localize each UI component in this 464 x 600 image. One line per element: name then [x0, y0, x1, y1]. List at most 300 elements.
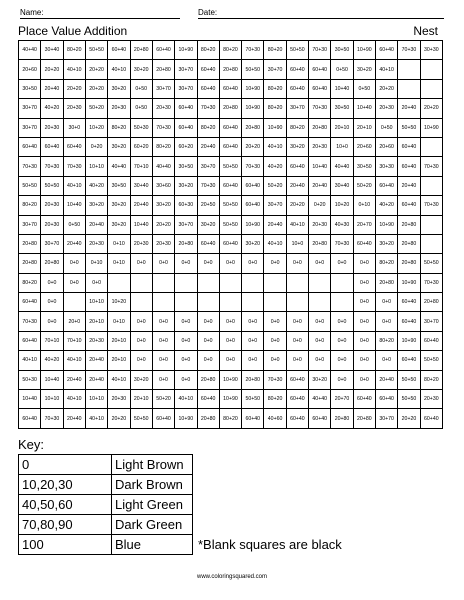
grid-cell[interactable]: [242, 293, 264, 312]
grid-cell[interactable]: 80+20: [219, 41, 241, 60]
grid-cell[interactable]: 70+30: [420, 157, 442, 176]
grid-cell[interactable]: 20+30: [63, 99, 85, 118]
grid-cell[interactable]: 0+0: [286, 351, 308, 370]
grid-cell[interactable]: 0+0: [175, 370, 197, 389]
grid-cell[interactable]: 20+20: [376, 79, 398, 98]
grid-cell[interactable]: 70+30: [41, 409, 63, 429]
grid-cell[interactable]: 40+60: [264, 409, 286, 429]
grid-cell[interactable]: 10+10: [85, 293, 107, 312]
grid-cell[interactable]: 0+0: [309, 331, 331, 350]
grid-cell[interactable]: 50+50: [286, 41, 308, 60]
grid-cell[interactable]: 0+0: [41, 312, 63, 331]
grid-cell[interactable]: 30+70: [420, 312, 442, 331]
grid-cell[interactable]: [420, 79, 442, 98]
grid-cell[interactable]: 0+0: [353, 254, 375, 273]
grid-cell[interactable]: 20+80: [242, 370, 264, 389]
grid-cell[interactable]: 20+30: [309, 215, 331, 234]
grid-cell[interactable]: 10+90: [219, 370, 241, 389]
grid-cell[interactable]: 50+50: [85, 41, 107, 60]
grid-cell[interactable]: 0+0: [331, 254, 353, 273]
grid-cell[interactable]: 20+30: [41, 118, 63, 137]
grid-cell[interactable]: 80+20: [197, 118, 219, 137]
grid-cell[interactable]: 60+40: [242, 176, 264, 195]
grid-cell[interactable]: 60+40: [152, 41, 174, 60]
grid-cell[interactable]: 0+0: [175, 351, 197, 370]
grid-cell[interactable]: 30+20: [175, 176, 197, 195]
grid-cell[interactable]: 20+80: [353, 409, 375, 429]
grid-cell[interactable]: 80+20: [420, 370, 442, 389]
grid-cell[interactable]: 20+30: [85, 234, 107, 253]
grid-cell[interactable]: 20+40: [398, 176, 420, 195]
grid-cell[interactable]: 60+40: [286, 390, 308, 409]
grid-cell[interactable]: 30+20: [108, 79, 130, 98]
grid-cell[interactable]: 40+10: [63, 60, 85, 79]
grid-cell[interactable]: 50+50: [219, 196, 241, 215]
grid-cell[interactable]: 10+10: [41, 390, 63, 409]
grid-cell[interactable]: 20+80: [398, 234, 420, 253]
grid-cell[interactable]: 40+10: [264, 234, 286, 253]
grid-cell[interactable]: 20+20: [85, 79, 107, 98]
grid-cell[interactable]: 80+20: [108, 118, 130, 137]
grid-cell[interactable]: 20+40: [309, 176, 331, 195]
grid-cell[interactable]: 20+50: [197, 196, 219, 215]
grid-cell[interactable]: 10+20: [85, 118, 107, 137]
grid-cell[interactable]: 20+40: [85, 215, 107, 234]
grid-cell[interactable]: [286, 273, 308, 292]
grid-cell[interactable]: [398, 79, 420, 98]
grid-cell[interactable]: 0+0: [41, 273, 63, 292]
date-field[interactable]: [198, 8, 444, 19]
grid-cell[interactable]: 50+50: [219, 157, 241, 176]
grid-cell[interactable]: 40+40: [152, 157, 174, 176]
grid-cell[interactable]: 20+60: [19, 60, 41, 79]
grid-cell[interactable]: 40+40: [19, 41, 41, 60]
grid-cell[interactable]: 80+20: [264, 79, 286, 98]
grid-cell[interactable]: 0+0: [242, 331, 264, 350]
grid-cell[interactable]: 0+10: [353, 196, 375, 215]
grid-cell[interactable]: 0+0: [376, 312, 398, 331]
grid-cell[interactable]: 10+0: [331, 137, 353, 156]
grid-cell[interactable]: 60+40: [353, 390, 375, 409]
grid-cell[interactable]: 10+90: [398, 273, 420, 292]
grid-cell[interactable]: 20+20: [41, 60, 63, 79]
grid-cell[interactable]: 0+10: [108, 312, 130, 331]
grid-cell[interactable]: 20+80: [19, 234, 41, 253]
grid-cell[interactable]: 0+0: [130, 331, 152, 350]
grid-cell[interactable]: 10+40: [19, 390, 41, 409]
grid-cell[interactable]: 70+10: [63, 331, 85, 350]
grid-cell[interactable]: 60+40: [286, 157, 308, 176]
grid-cell[interactable]: 50+50: [398, 118, 420, 137]
grid-cell[interactable]: 20+20: [398, 409, 420, 429]
grid-cell[interactable]: 0+0: [331, 331, 353, 350]
grid-cell[interactable]: [197, 293, 219, 312]
grid-cell[interactable]: 40+10: [63, 176, 85, 195]
grid-cell[interactable]: 60+20: [130, 137, 152, 156]
grid-cell[interactable]: [264, 293, 286, 312]
grid-cell[interactable]: 0+0: [264, 351, 286, 370]
grid-cell[interactable]: 20+40: [85, 351, 107, 370]
grid-cell[interactable]: 0+0: [130, 254, 152, 273]
grid-cell[interactable]: 40+20: [41, 99, 63, 118]
grid-cell[interactable]: 30+30: [420, 41, 442, 60]
grid-cell[interactable]: 0+0: [242, 312, 264, 331]
grid-cell[interactable]: 40+10: [85, 409, 107, 429]
grid-cell[interactable]: 0+0: [286, 331, 308, 350]
grid-cell[interactable]: 60+40: [19, 293, 41, 312]
grid-cell[interactable]: 20+40: [63, 234, 85, 253]
grid-cell[interactable]: 30+70: [264, 196, 286, 215]
grid-cell[interactable]: 20+80: [41, 254, 63, 273]
grid-cell[interactable]: 10+40: [353, 99, 375, 118]
grid-cell[interactable]: 10+90: [175, 41, 197, 60]
grid-cell[interactable]: 0+0: [152, 370, 174, 389]
grid-cell[interactable]: 30+70: [19, 215, 41, 234]
grid-cell[interactable]: 0+0: [286, 254, 308, 273]
grid-cell[interactable]: 30+20: [108, 137, 130, 156]
grid-cell[interactable]: 30+50: [175, 157, 197, 176]
grid-cell[interactable]: 0+0: [331, 370, 353, 389]
grid-cell[interactable]: 10+10: [85, 390, 107, 409]
grid-cell[interactable]: 60+30: [175, 196, 197, 215]
grid-cell[interactable]: 20+80: [309, 118, 331, 137]
grid-cell[interactable]: 0+0: [219, 331, 241, 350]
grid-cell[interactable]: 0+50: [376, 118, 398, 137]
grid-cell[interactable]: 20+70: [353, 215, 375, 234]
grid-cell[interactable]: 0+0: [219, 312, 241, 331]
grid-cell[interactable]: 70+10: [130, 157, 152, 176]
grid-cell[interactable]: 60+40: [152, 409, 174, 429]
grid-cell[interactable]: 20+80: [175, 234, 197, 253]
grid-cell[interactable]: 0+0: [63, 273, 85, 292]
grid-cell[interactable]: 20+10: [331, 118, 353, 137]
grid-cell[interactable]: 80+20: [286, 118, 308, 137]
grid-cell[interactable]: 60+40: [420, 331, 442, 350]
grid-cell[interactable]: 20+20: [108, 409, 130, 429]
grid-cell[interactable]: 20+20: [152, 215, 174, 234]
grid-cell[interactable]: 10+40: [331, 79, 353, 98]
grid-cell[interactable]: 10+20: [331, 196, 353, 215]
grid-cell[interactable]: 20+40: [85, 370, 107, 389]
grid-cell[interactable]: [242, 273, 264, 292]
grid-cell[interactable]: 20+10: [85, 312, 107, 331]
grid-cell[interactable]: 60+40: [398, 351, 420, 370]
grid-cell[interactable]: 20+40: [63, 370, 85, 389]
grid-cell[interactable]: 60+40: [175, 118, 197, 137]
grid-cell[interactable]: [219, 273, 241, 292]
grid-cell[interactable]: 30+70: [376, 409, 398, 429]
grid-cell[interactable]: 80+20: [197, 41, 219, 60]
grid-cell[interactable]: [309, 273, 331, 292]
grid-cell[interactable]: [309, 293, 331, 312]
grid-cell[interactable]: 60+40: [197, 60, 219, 79]
grid-cell[interactable]: 0+0: [309, 351, 331, 370]
grid-cell[interactable]: 70+30: [242, 41, 264, 60]
grid-cell[interactable]: 30+70: [175, 79, 197, 98]
grid-cell[interactable]: 60+40: [219, 176, 241, 195]
grid-cell[interactable]: 20+80: [197, 409, 219, 429]
grid-cell[interactable]: 10+40: [309, 157, 331, 176]
grid-cell[interactable]: 30+30: [376, 157, 398, 176]
grid-cell[interactable]: 30+70: [19, 118, 41, 137]
grid-cell[interactable]: 10+90: [175, 409, 197, 429]
grid-cell[interactable]: 60+40: [219, 118, 241, 137]
grid-cell[interactable]: 0+10: [108, 254, 130, 273]
grid-cell[interactable]: 30+20: [152, 196, 174, 215]
grid-cell[interactable]: [152, 293, 174, 312]
grid-cell[interactable]: 40+10: [63, 390, 85, 409]
grid-cell[interactable]: 50+50: [242, 60, 264, 79]
grid-cell[interactable]: 40+10: [175, 390, 197, 409]
grid-cell[interactable]: 30+70: [152, 79, 174, 98]
grid-cell[interactable]: 10+20: [108, 293, 130, 312]
grid-cell[interactable]: 80+20: [19, 196, 41, 215]
grid-cell[interactable]: 70+10: [41, 331, 63, 350]
grid-cell[interactable]: 40+10: [108, 370, 130, 389]
grid-cell[interactable]: 0+0: [197, 254, 219, 273]
grid-cell[interactable]: 40+30: [331, 215, 353, 234]
grid-cell[interactable]: [331, 293, 353, 312]
grid-cell[interactable]: 0+0: [353, 312, 375, 331]
grid-cell[interactable]: 30+20: [130, 370, 152, 389]
grid-cell[interactable]: 30+50: [19, 79, 41, 98]
grid-cell[interactable]: 60+40: [309, 409, 331, 429]
grid-cell[interactable]: 70+30: [197, 176, 219, 195]
grid-cell[interactable]: 60+40: [19, 331, 41, 350]
grid-cell[interactable]: 70+30: [264, 370, 286, 389]
grid-cell[interactable]: 70+30: [41, 157, 63, 176]
grid-cell[interactable]: 20+30: [130, 234, 152, 253]
grid-cell[interactable]: 0+50: [63, 215, 85, 234]
grid-cell[interactable]: 30+40: [331, 176, 353, 195]
grid-cell[interactable]: 60+40: [175, 99, 197, 118]
grid-cell[interactable]: 20+80: [197, 370, 219, 389]
grid-cell[interactable]: 10+40: [41, 370, 63, 389]
name-field[interactable]: [20, 8, 180, 19]
grid-cell[interactable]: 0+0: [152, 331, 174, 350]
grid-cell[interactable]: 20+0: [63, 312, 85, 331]
grid-cell[interactable]: 40+40: [108, 157, 130, 176]
grid-cell[interactable]: 20+80: [19, 254, 41, 273]
grid-cell[interactable]: 40+10: [108, 60, 130, 79]
grid-cell[interactable]: 60+40: [242, 196, 264, 215]
grid-cell[interactable]: 60+40: [108, 41, 130, 60]
grid-cell[interactable]: 60+20: [175, 137, 197, 156]
grid-cell[interactable]: 0+50: [331, 60, 353, 79]
grid-cell[interactable]: 20+80: [420, 293, 442, 312]
grid-cell[interactable]: 0+20: [85, 137, 107, 156]
grid-cell[interactable]: 80+20: [264, 99, 286, 118]
grid-cell[interactable]: 70+30: [309, 99, 331, 118]
grid-cell[interactable]: 40+40: [309, 390, 331, 409]
grid-cell[interactable]: 20+20: [286, 196, 308, 215]
grid-cell[interactable]: 80+20: [264, 41, 286, 60]
grid-cell[interactable]: [63, 293, 85, 312]
grid-cell[interactable]: 20+40: [130, 196, 152, 215]
grid-cell[interactable]: 20+60: [376, 137, 398, 156]
grid-cell[interactable]: 30+70: [175, 60, 197, 79]
grid-cell[interactable]: 60+40: [286, 79, 308, 98]
grid-cell[interactable]: 0+0: [353, 351, 375, 370]
grid-cell[interactable]: 20+30: [152, 234, 174, 253]
grid-cell[interactable]: 30+70: [175, 215, 197, 234]
grid-cell[interactable]: 20+10: [130, 390, 152, 409]
grid-cell[interactable]: 20+30: [309, 137, 331, 156]
grid-cell[interactable]: [219, 293, 241, 312]
grid-cell[interactable]: 60+40: [19, 137, 41, 156]
grid-cell[interactable]: 0+0: [331, 312, 353, 331]
grid-cell[interactable]: 50+50: [130, 409, 152, 429]
grid-cell[interactable]: 50+20: [152, 390, 174, 409]
grid-cell[interactable]: 10+90: [242, 215, 264, 234]
grid-cell[interactable]: 10+90: [376, 215, 398, 234]
grid-cell[interactable]: 60+40: [286, 60, 308, 79]
grid-cell[interactable]: 0+0: [353, 293, 375, 312]
grid-cell[interactable]: 60+40: [286, 370, 308, 389]
grid-cell[interactable]: 0+0: [264, 254, 286, 273]
grid-cell[interactable]: 40+10: [376, 60, 398, 79]
grid-cell[interactable]: 20+80: [242, 118, 264, 137]
grid-cell[interactable]: 70+30: [242, 157, 264, 176]
grid-cell[interactable]: 0+10: [108, 234, 130, 253]
grid-cell[interactable]: 50+50: [398, 390, 420, 409]
grid-cell[interactable]: 50+30: [19, 370, 41, 389]
grid-cell[interactable]: 0+10: [85, 254, 107, 273]
grid-cell[interactable]: 40+10: [264, 137, 286, 156]
grid-cell[interactable]: 20+80: [309, 234, 331, 253]
grid-cell[interactable]: 40+20: [41, 351, 63, 370]
grid-cell[interactable]: 20+80: [398, 215, 420, 234]
grid-cell[interactable]: 60+40: [398, 196, 420, 215]
grid-cell[interactable]: 40+20: [376, 196, 398, 215]
grid-cell[interactable]: 0+20: [309, 196, 331, 215]
grid-cell[interactable]: 30+40: [130, 176, 152, 195]
grid-cell[interactable]: 0+0: [130, 312, 152, 331]
grid-cell[interactable]: 20+30: [41, 196, 63, 215]
grid-cell[interactable]: 70+30: [19, 157, 41, 176]
grid-cell[interactable]: 20+30: [152, 99, 174, 118]
grid-cell[interactable]: 0+0: [309, 312, 331, 331]
grid-cell[interactable]: [420, 137, 442, 156]
grid-cell[interactable]: 10+90: [420, 118, 442, 137]
grid-cell[interactable]: 20+80: [331, 409, 353, 429]
grid-cell[interactable]: [130, 293, 152, 312]
grid-cell[interactable]: 0+50: [353, 79, 375, 98]
grid-cell[interactable]: 30+60: [152, 176, 174, 195]
grid-cell[interactable]: 10+90: [242, 79, 264, 98]
grid-cell[interactable]: 50+50: [420, 254, 442, 273]
grid-cell[interactable]: [286, 293, 308, 312]
grid-cell[interactable]: 30+50: [331, 99, 353, 118]
grid-cell[interactable]: 20+20: [85, 60, 107, 79]
grid-cell[interactable]: 10+40: [130, 215, 152, 234]
grid-cell[interactable]: 20+80: [130, 41, 152, 60]
grid-cell[interactable]: 60+40: [197, 234, 219, 253]
grid-cell[interactable]: 40+20: [85, 176, 107, 195]
grid-cell[interactable]: 0+0: [353, 370, 375, 389]
grid-cell[interactable]: 30+20: [197, 215, 219, 234]
grid-cell[interactable]: 0+0: [264, 331, 286, 350]
grid-cell[interactable]: 30+0: [63, 118, 85, 137]
grid-cell[interactable]: 40+40: [331, 157, 353, 176]
grid-cell[interactable]: 60+40: [376, 390, 398, 409]
grid-cell[interactable]: 0+50: [130, 79, 152, 98]
grid-cell[interactable]: 50+50: [420, 351, 442, 370]
grid-cell[interactable]: 60+40: [19, 409, 41, 429]
grid-cell[interactable]: 0+0: [197, 331, 219, 350]
grid-cell[interactable]: 20+20: [420, 99, 442, 118]
grid-cell[interactable]: 0+0: [175, 312, 197, 331]
grid-cell[interactable]: 0+0: [309, 254, 331, 273]
grid-cell[interactable]: 50+20: [85, 99, 107, 118]
grid-cell[interactable]: 20+30: [108, 99, 130, 118]
grid-cell[interactable]: 70+30: [309, 41, 331, 60]
grid-cell[interactable]: 50+50: [398, 370, 420, 389]
grid-cell[interactable]: 20+30: [41, 215, 63, 234]
grid-cell[interactable]: 0+0: [152, 312, 174, 331]
grid-cell[interactable]: 70+30: [152, 118, 174, 137]
grid-cell[interactable]: 0+0: [41, 293, 63, 312]
grid-cell[interactable]: 0+0: [219, 351, 241, 370]
grid-cell[interactable]: 30+20: [376, 234, 398, 253]
grid-cell[interactable]: 0+0: [376, 351, 398, 370]
grid-cell[interactable]: 10+90: [398, 331, 420, 350]
grid-cell[interactable]: 20+40: [376, 370, 398, 389]
grid-cell[interactable]: 40+10: [286, 215, 308, 234]
grid-cell[interactable]: 70+30: [63, 157, 85, 176]
grid-cell[interactable]: 70+30: [19, 312, 41, 331]
grid-cell[interactable]: 30+20: [309, 370, 331, 389]
grid-cell[interactable]: 50+50: [41, 176, 63, 195]
grid-cell[interactable]: 0+0: [286, 312, 308, 331]
grid-cell[interactable]: 10+10: [85, 157, 107, 176]
grid-cell[interactable]: 20+10: [108, 331, 130, 350]
grid-cell[interactable]: 10+90: [242, 99, 264, 118]
grid-cell[interactable]: 60+40: [41, 137, 63, 156]
grid-cell[interactable]: 50+20: [353, 176, 375, 195]
grid-cell[interactable]: 50+50: [219, 215, 241, 234]
grid-cell[interactable]: 40+10: [63, 351, 85, 370]
grid-cell[interactable]: 20+40: [264, 215, 286, 234]
grid-cell[interactable]: 0+0: [152, 351, 174, 370]
grid-cell[interactable]: 10+90: [219, 390, 241, 409]
grid-cell[interactable]: 20+70: [331, 390, 353, 409]
grid-cell[interactable]: 30+20: [242, 234, 264, 253]
grid-cell[interactable]: 30+50: [108, 176, 130, 195]
grid-cell[interactable]: 10+0: [286, 234, 308, 253]
grid-cell[interactable]: 50+20: [264, 176, 286, 195]
grid-cell[interactable]: [175, 273, 197, 292]
grid-cell[interactable]: 60+40: [219, 234, 241, 253]
grid-cell[interactable]: 20+40: [41, 79, 63, 98]
grid-cell[interactable]: [420, 60, 442, 79]
grid-cell[interactable]: 60+40: [376, 176, 398, 195]
grid-cell[interactable]: 80+20: [152, 137, 174, 156]
grid-cell[interactable]: 60+40: [242, 409, 264, 429]
grid-cell[interactable]: 60+40: [197, 390, 219, 409]
grid-cell[interactable]: 60+40: [353, 234, 375, 253]
grid-cell[interactable]: 80+20: [63, 41, 85, 60]
grid-cell[interactable]: 0+0: [353, 331, 375, 350]
grid-cell[interactable]: 20+20: [63, 79, 85, 98]
grid-cell[interactable]: 60+40: [398, 312, 420, 331]
grid-cell[interactable]: 0+0: [242, 254, 264, 273]
grid-cell[interactable]: 0+0: [63, 254, 85, 273]
grid-cell[interactable]: 0+0: [197, 312, 219, 331]
grid-cell[interactable]: 0+0: [130, 351, 152, 370]
grid-cell[interactable]: 80+20: [19, 273, 41, 292]
grid-cell[interactable]: 20+10: [108, 351, 130, 370]
